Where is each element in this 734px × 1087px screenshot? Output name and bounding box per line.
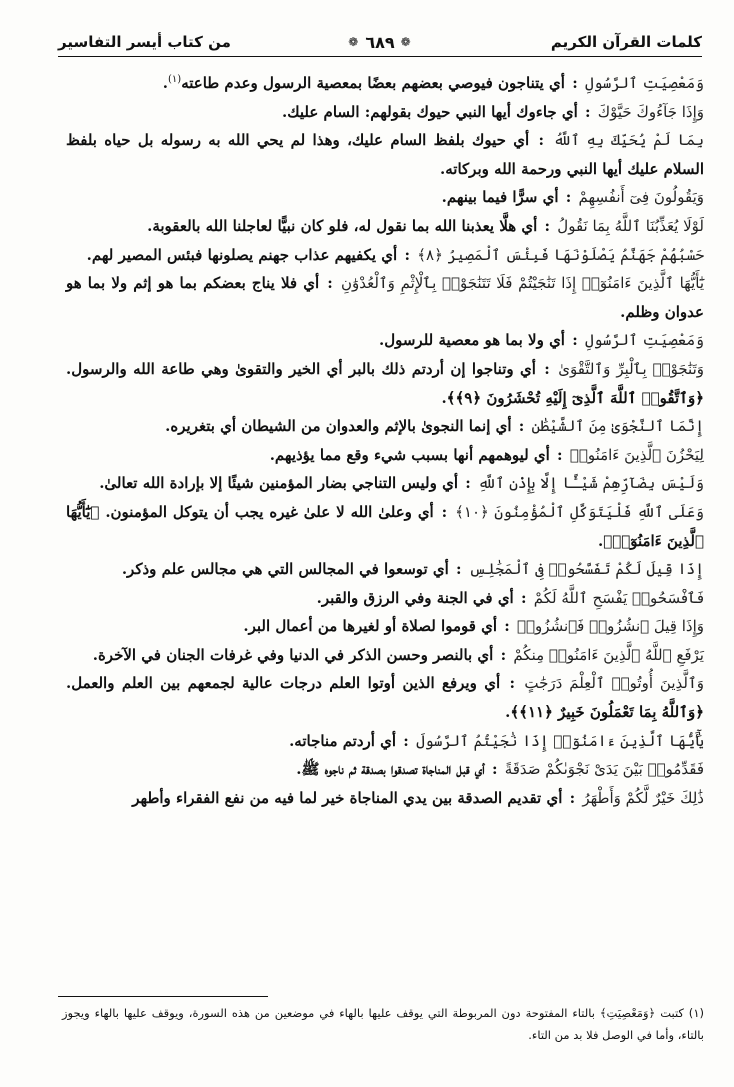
quran-term: إِنَّمَا ٱلنَّجْوَىٰ مِنَ ٱلشَّيْطَٰنِ	[531, 417, 704, 436]
explanation: أي إنما النجوىٰ بالإثم والعدوان من الشيطان أي بتغريره.	[165, 417, 512, 436]
glossary-entry	[66, 555, 704, 584]
explanation: أي بالنصر وحسن الذكر في الدنيا وفي غرفات الجنان في الآخرة.	[92, 645, 494, 664]
glossary-entry	[66, 441, 704, 470]
glossary-entry	[66, 669, 704, 726]
explanation: أي قبل المناجاة تصدقوا بصدقة ثم ناجوه ﷺ.	[296, 760, 485, 779]
glossary-entry	[66, 755, 704, 784]
separator: :	[515, 588, 532, 607]
explanation: أي هلَّا يعذبنا الله بما نقول له، فلو كان نبيًّا لعاجلنا الله بالعقوبة.	[147, 216, 538, 235]
separator: :	[486, 760, 503, 779]
separator: :	[539, 216, 556, 235]
ornament-icon: ❁	[400, 35, 412, 49]
glossary-entry	[66, 98, 704, 127]
header-book-title: كلمات القرآن الكريم	[550, 33, 702, 51]
quran-term: وَعَلَى ٱللَّهِ فَلْيَتَوَكَّلِ ٱلْمُؤْمِنُونَ ﴿١٠﴾	[455, 502, 704, 521]
quran-term: بِمَا لَمْ يُحَيِّكَ بِهِ ٱللَّهُ	[553, 131, 704, 150]
separator: :	[502, 674, 523, 693]
quran-term: لَوْلَا يُعَذِّبُنَا ٱللَّهُ بِمَا نَقُولُ	[557, 216, 704, 235]
quran-term: ذَٰلِكَ خَيْرٌ لَّكُمْ وَأَطْهَرُ	[582, 788, 704, 807]
glossary-entry	[66, 412, 704, 441]
explanation: أي قوموا لصلاة أو لغيرها من أعمال البر.	[243, 617, 498, 636]
quran-term: لِيَحْزُنَ ٱلَّذِينَ ءَامَنُوا۟	[569, 445, 704, 464]
explanation: أي وعلىٰ الله لا علىٰ غيره يجب أن يتوكل المؤمنون. ﴿يَٰٓأَيُّهَا ٱلَّذِينَ ءَامَنُوٓا۟﴾.	[66, 502, 704, 550]
explanation: أي ليوهمهم أنها بسبب شيء وقع مما يؤذيهم.	[269, 445, 550, 464]
explanation: أي ولا بما هو معصية للرسول.	[378, 331, 565, 350]
separator: :	[495, 645, 512, 664]
quran-term: وَمَعْصِيَتِ ٱلرَّسُولِ	[584, 331, 704, 350]
explanation: أي وتناجوا إن أردتم ذلك بالبر أي الخير والتقوىٰ وهي طاعة الله والرسول. ﴿وَٱتَّقُوا۟ ٱللَّهَ ٱلَّذِىٓ إِلَيْهِ تُحْشَرُونَ ﴿٩﴾﴾.	[66, 359, 704, 407]
explanation-tail: .	[162, 74, 168, 92]
separator: :	[566, 331, 583, 350]
explanation: أي يكفيهم عذاب جهنم يصلونها فبئس المصير لهم.	[86, 245, 398, 264]
separator: :	[460, 474, 476, 493]
quran-term: وَٱلَّذِينَ أُوتُوا۟ ٱلْعِلْمَ دَرَجَٰتٍ	[524, 674, 704, 693]
explanation: أي ويرفع الذين أوتوا العلم درجات عالية لجمعهم بين العلم والعمل. ﴿وَٱللَّهُ بِمَا تَعْمَلُونَ خَبِيرٌ ﴿١١﴾﴾.	[66, 674, 704, 722]
explanation: أي في الجنة وفي الرزق والقبر.	[316, 588, 514, 607]
quran-term: يَٰٓأَيُّهَا ٱلَّذِينَ ءَامَنُوٓا۟ إِذَا تَنَٰجَيْتُمْ فَلَا تَتَنَٰجَوْا۟ بِٱلْإِثْمِ وَٱلْعُدْوَٰنِ	[340, 274, 705, 293]
quran-term: وَلَيْسَ بِضَآرِّهِمْ شَيْـًٔا إِلَّا بِإِذْنِ ٱللَّهِ	[478, 474, 704, 493]
explanation: أي سرًّا فيما بينهم.	[441, 188, 559, 207]
separator: :	[564, 788, 581, 807]
quran-term: فَٱفْسَحُوا۟ يَفْسَحِ ٱللَّهُ لَكُمْ	[533, 588, 704, 607]
separator: :	[579, 102, 596, 121]
quran-term: وَإِذَا قِيلَ ٱنشُزُوا۟ فَٱنشُزُوا۟	[517, 617, 704, 636]
quran-term: وَمَعْصِيَتِ ٱلرَّسُولِ	[584, 74, 704, 92]
glossary-entry	[66, 241, 704, 270]
glossary-entry	[66, 269, 704, 326]
explanation: أي جاءوك أيها النبي حيوك بقولهم: السام عليك.	[282, 102, 578, 121]
separator: :	[450, 560, 467, 579]
quran-term: وَإِذَا جَآءُوكَ حَيَّوْكَ	[597, 102, 704, 121]
separator: :	[560, 188, 577, 207]
explanation: أي وليس التناجي بضار المؤمنين شيئًا إلا بإرادة الله تعالىٰ.	[99, 474, 459, 493]
explanation: أي أردتم مناجاته.	[289, 731, 397, 750]
separator: :	[399, 245, 416, 264]
quran-term: يَرْفَعِ ٱللَّهُ ٱلَّذِينَ ءَامَنُوا۟ مِنكُمْ	[513, 645, 704, 664]
page-header	[58, 30, 702, 54]
explanation: أي يتناجون فيوصي بعضهم بعضًا بمعصية الرسول وعدم طاعته	[181, 74, 565, 92]
explanation: أي فلا يناج بعضكم بما هو إثم ولا بما هو عدوان وظلم.	[66, 274, 704, 321]
header-divider	[58, 56, 702, 57]
separator: :	[321, 274, 339, 293]
quran-term: حَسْبُهُمْ جَهَنَّمُ يَصْلَوْنَهَا فَبِئْسَ ٱلْمَصِيرُ ﴿٨﴾	[417, 245, 704, 264]
glossary-entry	[66, 498, 704, 555]
quran-term: يَٰٓأَيُّهَا ٱلَّذِينَ ءَامَنُوٓا۟ إِذَا نَٰجَيْتُمُ ٱلرَّسُولَ	[416, 731, 704, 750]
header-source-title: من كتاب أيسر التفاسير	[58, 33, 231, 51]
quran-term: وَيَقُولُونَ فِىٓ أَنفُسِهِمْ	[578, 188, 704, 207]
explanation: أي تقديم الصدقة بين يدي المناجاة خير لما فيه من نفع الفقراء وأطهر	[132, 788, 563, 807]
glossary-entry	[66, 212, 704, 241]
page-number-value: ٦٨٩	[365, 32, 395, 52]
glossary-entry	[66, 727, 704, 756]
glossary-body	[66, 66, 704, 812]
separator: :	[435, 502, 454, 521]
quran-term: فَقَدِّمُوا۟ بَيْنَ يَدَىْ نَجْوَىٰكُمْ صَدَقَةً	[504, 760, 704, 779]
glossary-entry	[66, 641, 704, 670]
glossary-entry	[66, 784, 704, 813]
explanation: أي توسعوا في المجالس التي هي مجالس علم وذكر.	[121, 560, 449, 579]
separator: :	[531, 131, 552, 150]
page-number	[348, 33, 411, 52]
glossary-entry	[66, 355, 704, 412]
footnote-reference: (١)	[168, 74, 182, 85]
separator: :	[551, 445, 568, 464]
glossary-entry	[66, 584, 704, 613]
quran-term: إِذَا قِيلَ لَكُمْ تَفَسَّحُوا۟ فِى ٱلْمَجَٰلِسِ	[468, 560, 704, 579]
glossary-entry	[66, 183, 704, 212]
footnote: (١) كتبت ﴿وَمَعْصِيَتِ﴾ بالتاء المفتوحة دون المربوطة التي يوقف عليها بالهاء في موضعين من هذه السورة، ويوقف عليها بالهاء ويجوز بالتاء، وأما في الوصل فلا بد من التاء.	[62, 1006, 704, 1042]
footnote-divider	[58, 996, 268, 997]
separator: :	[566, 74, 583, 92]
glossary-entry	[66, 612, 704, 641]
glossary-entry	[66, 469, 704, 498]
glossary-entry	[66, 66, 704, 98]
separator: :	[537, 359, 557, 378]
glossary-entry	[66, 326, 704, 355]
explanation: أي حيوك بلفظ السام عليك، وهذا لم يحي الله به رسوله بل حياه بلفظ السلام عليك أيها النبي ورحمة الله وبركاته.	[66, 131, 704, 178]
separator: :	[398, 731, 415, 750]
separator: :	[513, 417, 530, 436]
glossary-entry	[66, 126, 704, 183]
separator: :	[499, 617, 516, 636]
ornament-icon: ❁	[348, 35, 360, 49]
quran-term: وَتَنَٰجَوْا۟ بِٱلْبِرِّ وَٱلتَّقْوَىٰ	[558, 359, 704, 378]
